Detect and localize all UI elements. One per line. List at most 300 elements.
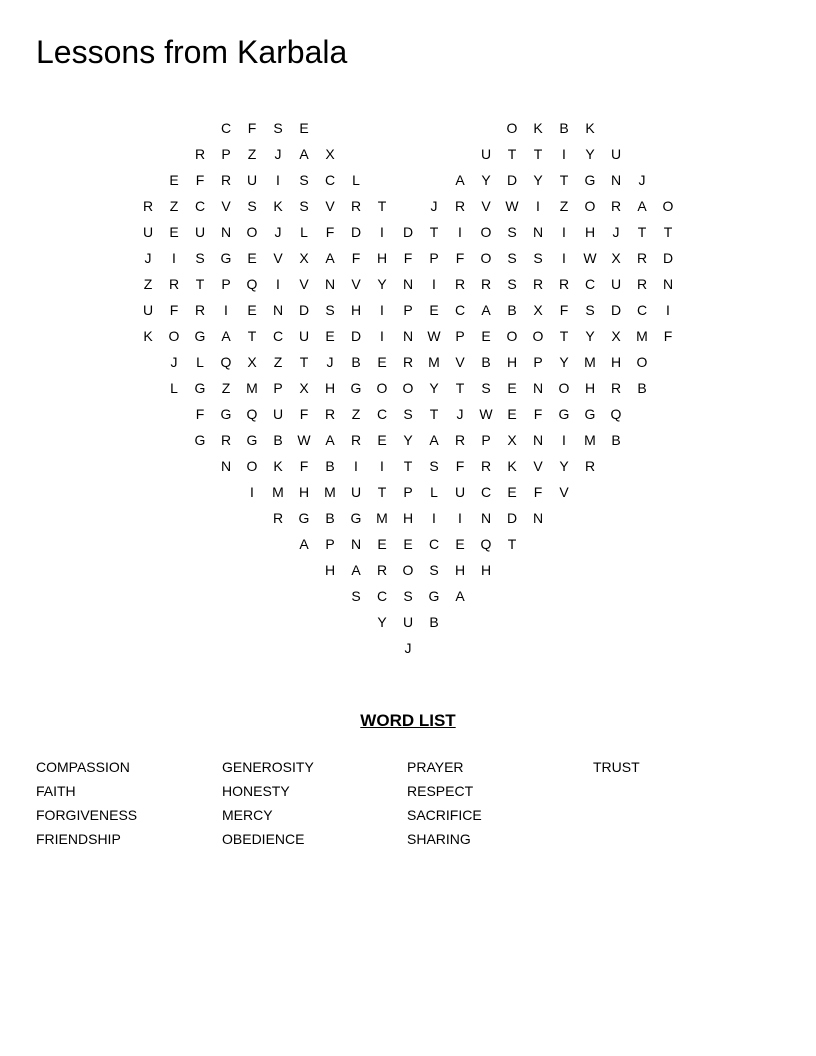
grid-letter: I xyxy=(536,198,540,214)
grid-letter: E xyxy=(247,302,257,318)
grid-letter: S xyxy=(299,198,309,214)
grid-letter: O xyxy=(532,328,544,344)
grid-letter: I xyxy=(432,510,436,526)
grid-letter: X xyxy=(611,250,621,266)
grid-letter: F xyxy=(533,484,543,500)
grid-letter: G xyxy=(428,588,440,604)
grid-letter: D xyxy=(350,328,362,344)
grid-letter: V xyxy=(559,484,569,500)
grid-letter: J xyxy=(430,198,438,214)
grid-letter: V xyxy=(273,250,283,266)
grid-letter: U xyxy=(610,146,622,162)
grid-letter: N xyxy=(532,432,544,448)
grid-letter: Q xyxy=(610,406,622,422)
grid-letter: N xyxy=(324,276,336,292)
word-list-heading: WORD LIST xyxy=(360,711,456,730)
grid-letter: G xyxy=(584,172,596,188)
grid-letter: U xyxy=(298,328,310,344)
grid-letter: J xyxy=(144,250,152,266)
grid-letter: Y xyxy=(559,354,569,370)
grid-letter: S xyxy=(585,302,595,318)
grid-letter: S xyxy=(247,198,257,214)
grid-letter: I xyxy=(666,302,670,318)
grid-letter: L xyxy=(352,172,360,188)
grid-letter: E xyxy=(325,328,335,344)
grid-letter: N xyxy=(402,276,414,292)
grid-letter: R xyxy=(194,302,206,318)
grid-letter: F xyxy=(559,302,569,318)
grid-letter: E xyxy=(169,224,179,240)
grid-letter: G xyxy=(194,328,206,344)
grid-letter: C xyxy=(636,302,648,318)
grid-letter: J xyxy=(456,406,464,422)
grid-letter: D xyxy=(662,250,674,266)
grid-letter: R xyxy=(168,276,180,292)
grid-letter: M xyxy=(584,432,596,448)
grid-letter: J xyxy=(274,146,282,162)
grid-letter: S xyxy=(533,250,543,266)
grid-letter: T xyxy=(403,458,413,474)
word-list-item: OBEDIENCE xyxy=(222,831,305,847)
grid-letter: N xyxy=(480,510,492,526)
grid-letter: P xyxy=(273,380,283,396)
grid-letter: G xyxy=(194,380,206,396)
grid-letter: W xyxy=(427,328,441,344)
grid-letter: V xyxy=(299,276,309,292)
grid-letter: D xyxy=(298,302,310,318)
grid-letter: N xyxy=(350,536,362,552)
grid-letter: S xyxy=(429,458,439,474)
grid-letter: G xyxy=(220,406,232,422)
grid-letter: C xyxy=(376,406,388,422)
grid-letter: A xyxy=(637,198,647,214)
grid-letter: R xyxy=(454,198,466,214)
grid-letter: I xyxy=(250,484,254,500)
word-list-item: FAITH xyxy=(36,783,76,799)
grid-letter: O xyxy=(402,380,414,396)
grid-letter: Y xyxy=(377,276,387,292)
word-list-item: HONESTY xyxy=(222,783,290,799)
grid-letter: H xyxy=(454,562,466,578)
grid-letter: G xyxy=(194,432,206,448)
grid-letter: P xyxy=(429,250,439,266)
grid-letter: X xyxy=(507,432,517,448)
grid-letter: T xyxy=(377,198,387,214)
grid-letter: B xyxy=(481,354,491,370)
grid-letter: T xyxy=(533,146,543,162)
grid-letter: E xyxy=(507,380,517,396)
grid-letter: F xyxy=(299,458,309,474)
grid-letter: S xyxy=(507,276,517,292)
grid-letter: O xyxy=(662,198,674,214)
grid-letter: S xyxy=(299,172,309,188)
grid-letter: K xyxy=(507,458,517,474)
grid-letter: A xyxy=(221,328,231,344)
grid-letter: I xyxy=(562,432,566,448)
grid-letter: V xyxy=(351,276,361,292)
grid-letter: E xyxy=(481,328,491,344)
grid-letter: J xyxy=(170,354,178,370)
grid-letter: R xyxy=(636,250,648,266)
word-list-item: MERCY xyxy=(222,807,273,823)
grid-letter: O xyxy=(246,458,258,474)
grid-letter: X xyxy=(611,328,621,344)
grid-letter: B xyxy=(507,302,517,318)
grid-letter: O xyxy=(636,354,648,370)
grid-letter: B xyxy=(637,380,647,396)
grid-letter: U xyxy=(142,302,154,318)
grid-letter: J xyxy=(274,224,282,240)
grid-letter: D xyxy=(402,224,414,240)
grid-letter: M xyxy=(428,354,440,370)
grid-letter: U xyxy=(194,224,206,240)
grid-letter: P xyxy=(403,302,413,318)
grid-letter: X xyxy=(247,354,257,370)
grid-letter: R xyxy=(610,380,622,396)
grid-letter: J xyxy=(612,224,620,240)
grid-letter: N xyxy=(402,328,414,344)
grid-letter: R xyxy=(142,198,154,214)
grid-letter: H xyxy=(610,354,622,370)
grid-letter: R xyxy=(220,172,232,188)
page-title: Lessons from Karbala xyxy=(36,34,348,70)
grid-letter: I xyxy=(276,172,280,188)
grid-letter: I xyxy=(380,328,384,344)
grid-letter: S xyxy=(351,588,361,604)
grid-letter: I xyxy=(562,146,566,162)
grid-letter: J xyxy=(404,640,412,656)
grid-letter: J xyxy=(638,172,646,188)
grid-letter: K xyxy=(273,458,283,474)
grid-letter: F xyxy=(455,250,465,266)
grid-letter: F xyxy=(299,406,309,422)
grid-letter: E xyxy=(429,302,439,318)
grid-letter: S xyxy=(403,588,413,604)
grid-letter: I xyxy=(432,276,436,292)
grid-letter: T xyxy=(559,172,569,188)
grid-letter: T xyxy=(663,224,673,240)
grid-letter: D xyxy=(506,172,518,188)
grid-letter: U xyxy=(402,614,414,630)
grid-letter: I xyxy=(458,224,462,240)
grid-letter: V xyxy=(455,354,465,370)
grid-letter: H xyxy=(324,562,336,578)
word-list-item: FRIENDSHIP xyxy=(36,831,121,847)
grid-letter: I xyxy=(354,458,358,474)
grid-letter: A xyxy=(429,432,439,448)
grid-letter: P xyxy=(221,146,231,162)
grid-letter: A xyxy=(455,588,465,604)
word-list-item: FORGIVENESS xyxy=(36,807,138,823)
grid-letter: R xyxy=(480,276,492,292)
grid-letter: T xyxy=(247,328,257,344)
grid-letter: U xyxy=(610,276,622,292)
grid-letter: O xyxy=(506,328,518,344)
grid-letter: W xyxy=(297,432,311,448)
grid-letter: X xyxy=(325,146,335,162)
grid-letter: S xyxy=(403,406,413,422)
grid-letter: N xyxy=(220,224,232,240)
grid-letter: W xyxy=(583,250,597,266)
grid-letter: U xyxy=(454,484,466,500)
grid-letter: D xyxy=(350,224,362,240)
grid-letter: C xyxy=(480,484,492,500)
grid-letter: N xyxy=(610,172,622,188)
grid-letter: F xyxy=(455,458,465,474)
grid-letter: R xyxy=(350,198,362,214)
grid-letter: I xyxy=(380,302,384,318)
grid-letter: K xyxy=(533,120,543,136)
grid-letter: T xyxy=(195,276,205,292)
grid-letter: G xyxy=(350,510,362,526)
grid-letter: R xyxy=(610,198,622,214)
grid-letter: D xyxy=(506,510,518,526)
grid-letter: Q xyxy=(480,536,492,552)
grid-letter: H xyxy=(480,562,492,578)
grid-letter: C xyxy=(220,120,232,136)
grid-letter: Y xyxy=(403,432,413,448)
grid-letter: T xyxy=(559,328,569,344)
grid-letter: U xyxy=(480,146,492,162)
grid-letter: E xyxy=(169,172,179,188)
grid-letter: C xyxy=(428,536,440,552)
grid-letter: H xyxy=(350,302,362,318)
grid-letter: Y xyxy=(429,380,439,396)
grid-letter: N xyxy=(272,302,284,318)
grid-letter: F xyxy=(195,406,205,422)
grid-letter: M xyxy=(376,510,388,526)
grid-letter: C xyxy=(272,328,284,344)
grid-letter: O xyxy=(246,224,258,240)
grid-letter: I xyxy=(380,458,384,474)
grid-letter: E xyxy=(377,432,387,448)
grid-letter: M xyxy=(324,484,336,500)
grid-letter: Z xyxy=(247,146,257,162)
grid-letter: E xyxy=(403,536,413,552)
grid-letter: S xyxy=(429,562,439,578)
grid-letter: K xyxy=(273,198,283,214)
grid-letter: Z xyxy=(273,354,283,370)
grid-letter: L xyxy=(430,484,438,500)
grid-letter: Y xyxy=(533,172,543,188)
grid-letter: S xyxy=(195,250,205,266)
grid-letter: N xyxy=(220,458,232,474)
word-list-item: COMPASSION xyxy=(36,759,130,775)
grid-letter: H xyxy=(298,484,310,500)
grid-letter: S xyxy=(273,120,283,136)
grid-letter: C xyxy=(584,276,596,292)
grid-letter: Z xyxy=(143,276,153,292)
grid-letter: E xyxy=(377,354,387,370)
grid-letter: U xyxy=(350,484,362,500)
grid-letter: H xyxy=(376,250,388,266)
grid-letter: U xyxy=(246,172,258,188)
grid-letter: Q xyxy=(246,276,258,292)
grid-letter: N xyxy=(662,276,674,292)
grid-letter: Z xyxy=(169,198,179,214)
grid-letter: R xyxy=(376,562,388,578)
grid-letter: T xyxy=(429,406,439,422)
grid-letter: H xyxy=(402,510,414,526)
grid-letter: O xyxy=(558,380,570,396)
grid-letter: I xyxy=(380,224,384,240)
grid-letter: P xyxy=(481,432,491,448)
grid-letter: X xyxy=(299,380,309,396)
grid-letter: B xyxy=(325,510,335,526)
grid-letter: B xyxy=(559,120,569,136)
grid-letter: P xyxy=(221,276,231,292)
grid-letter: V xyxy=(481,198,491,214)
grid-letter: Y xyxy=(481,172,491,188)
grid-letter: G xyxy=(350,380,362,396)
grid-letter: E xyxy=(247,250,257,266)
grid-letter: D xyxy=(610,302,622,318)
grid-letter: O xyxy=(376,380,388,396)
grid-letter: R xyxy=(480,458,492,474)
grid-letter: F xyxy=(533,406,543,422)
grid-letter: B xyxy=(273,432,283,448)
grid-letter: C xyxy=(324,172,336,188)
grid-letter: H xyxy=(584,380,596,396)
grid-letter: R xyxy=(194,146,206,162)
grid-letter: V xyxy=(325,198,335,214)
grid-letter: G xyxy=(584,406,596,422)
grid-letter: Z xyxy=(559,198,569,214)
grid-letter: B xyxy=(611,432,621,448)
grid-letter: O xyxy=(584,198,596,214)
grid-letter: R xyxy=(558,276,570,292)
word-list-item: GENEROSITY xyxy=(222,759,314,775)
grid-letter: I xyxy=(224,302,228,318)
grid-letter: O xyxy=(480,224,492,240)
grid-letter: K xyxy=(143,328,153,344)
grid-letter: Z xyxy=(351,406,361,422)
grid-letter: C xyxy=(194,198,206,214)
grid-letter: B xyxy=(351,354,361,370)
grid-letter: R xyxy=(532,276,544,292)
grid-letter: S xyxy=(507,250,517,266)
grid-letter: F xyxy=(403,250,413,266)
grid-letter: H xyxy=(324,380,336,396)
grid-letter: F xyxy=(325,224,335,240)
grid-letter: F xyxy=(169,302,179,318)
grid-letter: I xyxy=(172,250,176,266)
grid-letter: F xyxy=(195,172,205,188)
grid-letter: Z xyxy=(221,380,231,396)
grid-letter: A xyxy=(351,562,361,578)
grid-letter: A xyxy=(299,536,309,552)
grid-letter: I xyxy=(562,224,566,240)
grid-letter: A xyxy=(455,172,465,188)
grid-letter: H xyxy=(584,224,596,240)
grid-letter: B xyxy=(325,458,335,474)
grid-letter: V xyxy=(533,458,543,474)
grid-letter: F xyxy=(351,250,361,266)
grid-letter: U xyxy=(272,406,284,422)
grid-letter: G xyxy=(298,510,310,526)
grid-letter: K xyxy=(585,120,595,136)
grid-letter: G xyxy=(220,250,232,266)
grid-letter: T xyxy=(429,224,439,240)
grid-letter: P xyxy=(403,484,413,500)
word-list-item: SHARING xyxy=(407,831,471,847)
grid-letter: A xyxy=(325,432,335,448)
grid-letter: A xyxy=(325,250,335,266)
grid-letter: I xyxy=(562,250,566,266)
grid-letter: R xyxy=(324,406,336,422)
grid-letter: T xyxy=(637,224,647,240)
grid-letter: T xyxy=(507,536,517,552)
grid-letter: Y xyxy=(377,614,387,630)
grid-letter: F xyxy=(247,120,257,136)
grid-letter: P xyxy=(455,328,465,344)
grid-letter: L xyxy=(196,354,204,370)
grid-letter: R xyxy=(454,276,466,292)
grid-letter: N xyxy=(532,510,544,526)
grid-letter: P xyxy=(533,354,543,370)
grid-letter: E xyxy=(507,406,517,422)
grid-letter: H xyxy=(506,354,518,370)
grid-letter: S xyxy=(507,224,517,240)
grid-letter: O xyxy=(402,562,414,578)
grid-letter: X xyxy=(299,250,309,266)
grid-letter: W xyxy=(479,406,493,422)
word-list-item: TRUST xyxy=(593,759,640,775)
grid-letter: C xyxy=(376,588,388,604)
grid-letter: T xyxy=(377,484,387,500)
grid-letter: N xyxy=(532,224,544,240)
grid-letter: Y xyxy=(585,328,595,344)
grid-letter: R xyxy=(220,432,232,448)
grid-letter: M xyxy=(246,380,258,396)
word-list-item: RESPECT xyxy=(407,783,474,799)
grid-letter: M xyxy=(584,354,596,370)
grid-letter: A xyxy=(481,302,491,318)
grid-letter: G xyxy=(246,432,258,448)
grid-letter: E xyxy=(377,536,387,552)
grid-letter: O xyxy=(480,250,492,266)
grid-letter: X xyxy=(533,302,543,318)
grid-letter: R xyxy=(402,354,414,370)
grid-letter: W xyxy=(505,198,519,214)
word-list-item: SACRIFICE xyxy=(407,807,482,823)
grid-letter: R xyxy=(350,432,362,448)
grid-letter: R xyxy=(454,432,466,448)
grid-letter: J xyxy=(326,354,334,370)
grid-letter: E xyxy=(299,120,309,136)
grid-letter: E xyxy=(507,484,517,500)
grid-letter: V xyxy=(221,198,231,214)
grid-letter: O xyxy=(168,328,180,344)
grid-letter: Y xyxy=(559,458,569,474)
grid-letter: F xyxy=(663,328,673,344)
grid-letter: A xyxy=(299,146,309,162)
grid-letter: R xyxy=(584,458,596,474)
grid-letter: L xyxy=(300,224,308,240)
grid-letter: Q xyxy=(246,406,258,422)
grid-letter: B xyxy=(429,614,439,630)
grid-letter: G xyxy=(558,406,570,422)
grid-letter: M xyxy=(272,484,284,500)
grid-letter: E xyxy=(455,536,465,552)
grid-letter: Y xyxy=(585,146,595,162)
grid-letter: Q xyxy=(220,354,232,370)
grid-letter: T xyxy=(455,380,465,396)
word-list-item: PRAYER xyxy=(407,759,464,775)
grid-letter: I xyxy=(458,510,462,526)
grid-letter: C xyxy=(454,302,466,318)
grid-letter: O xyxy=(506,120,518,136)
